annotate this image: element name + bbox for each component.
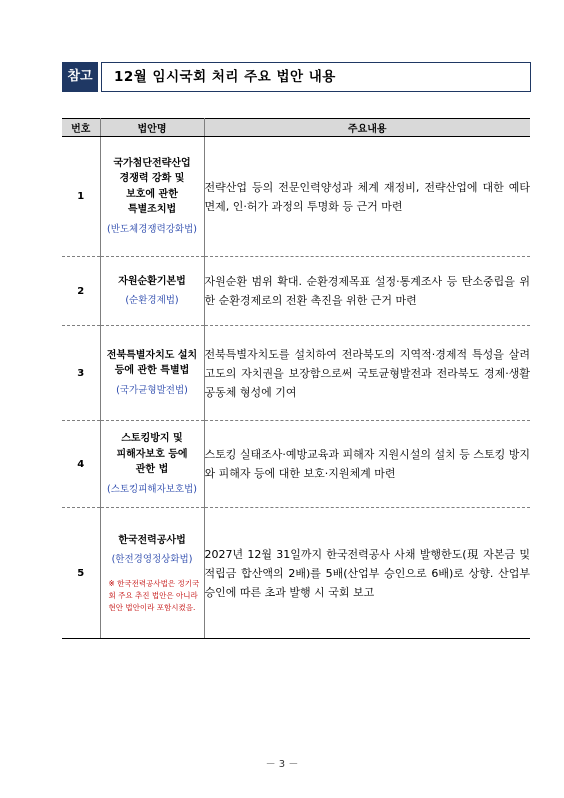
row-number: 4 (62, 421, 100, 508)
table-row (62, 326, 530, 421)
bill-alias: (반도체경쟁력강화법) (106, 223, 197, 235)
reference-badge: 참고 (62, 62, 98, 92)
bill-name: 한국전력공사법 (118, 534, 186, 546)
row-number: 3 (62, 326, 100, 421)
bill-content: 2027년 12월 31일까지 한국전력공사 사채 발행한도(現 자본금 및 적립금 합산액의 2배)를 5배(산업부 승인으로 6배)로 상향. 산업부 승인에 따른 초과 발행 시 국회 보고 (204, 508, 530, 639)
table-row (62, 421, 530, 508)
bills-table (62, 118, 530, 639)
row-number: 2 (62, 257, 100, 326)
bill-name: 자원순환기본법 (118, 275, 186, 287)
title-box (101, 62, 531, 92)
bill-name: 스토킹방지 및 피해자보호 등에 관한 법 (116, 433, 188, 475)
row-number: 5 (62, 508, 100, 639)
bill-name: 국가첨단전략산업 경쟁력 강화 및 보호에 관한 특별조치법 (113, 157, 191, 216)
bill-content: 전북특별자치도를 설치하여 전라북도의 지역적·경제적 특성을 살려 고도의 자치권을 보장함으로써 국토균형발전과 전라북도 경제·생활 공동체 형성에 기여 (204, 326, 530, 421)
column-header-number: 번호 (62, 119, 100, 137)
section-header (62, 62, 530, 92)
table-header-row (62, 119, 530, 137)
table-row (62, 137, 530, 257)
bill-note: ※ 한국전력공사법은 정기국 회 주요 추진 법안은 아니라 현안 법안이라 포함시켰음. (108, 578, 200, 612)
bill-name-cell (100, 326, 204, 421)
bill-alias: (국가균형발전법) (116, 384, 188, 396)
bill-alias: (순환경제법) (125, 295, 179, 306)
bill-name-cell (100, 257, 204, 326)
bill-name: 전북특별자치도 설치 등에 관한 특별법 (106, 349, 198, 377)
column-header-content: 주요내용 (204, 119, 530, 137)
bill-content: 스토킹 실태조사·예방교육과 피해자 지원시설의 설치 등 스토킹 방지와 피해자 등에 대한 보호·지원체계 마련 (204, 421, 530, 508)
column-header-bill-name: 법안명 (100, 119, 204, 137)
row-number: 1 (62, 137, 100, 257)
bill-content: 전략산업 등의 전문인력양성과 체계 재정비, 전략산업에 대한 예타 면제, 인·허가 과정의 투명화 등 근거 마련 (204, 137, 530, 257)
bill-alias: (한전경영정상화법) (111, 554, 193, 565)
table-row (62, 257, 530, 326)
bill-name-cell (100, 421, 204, 508)
bill-name-cell (100, 137, 204, 257)
page-title: 12월 임시국회 처리 주요 법안 내용 (114, 69, 336, 85)
table-row (62, 508, 530, 639)
bill-alias: (스토킹피해자보호법) (106, 483, 197, 495)
bill-content: 자원순환 범위 확대. 순환경제목표 설정·통계조사 등 탄소중립을 위한 순환경제로의 전환 촉진을 위한 근거 마련 (204, 257, 530, 326)
bill-name-cell (100, 508, 204, 639)
page-number: － 3 － (265, 759, 299, 770)
